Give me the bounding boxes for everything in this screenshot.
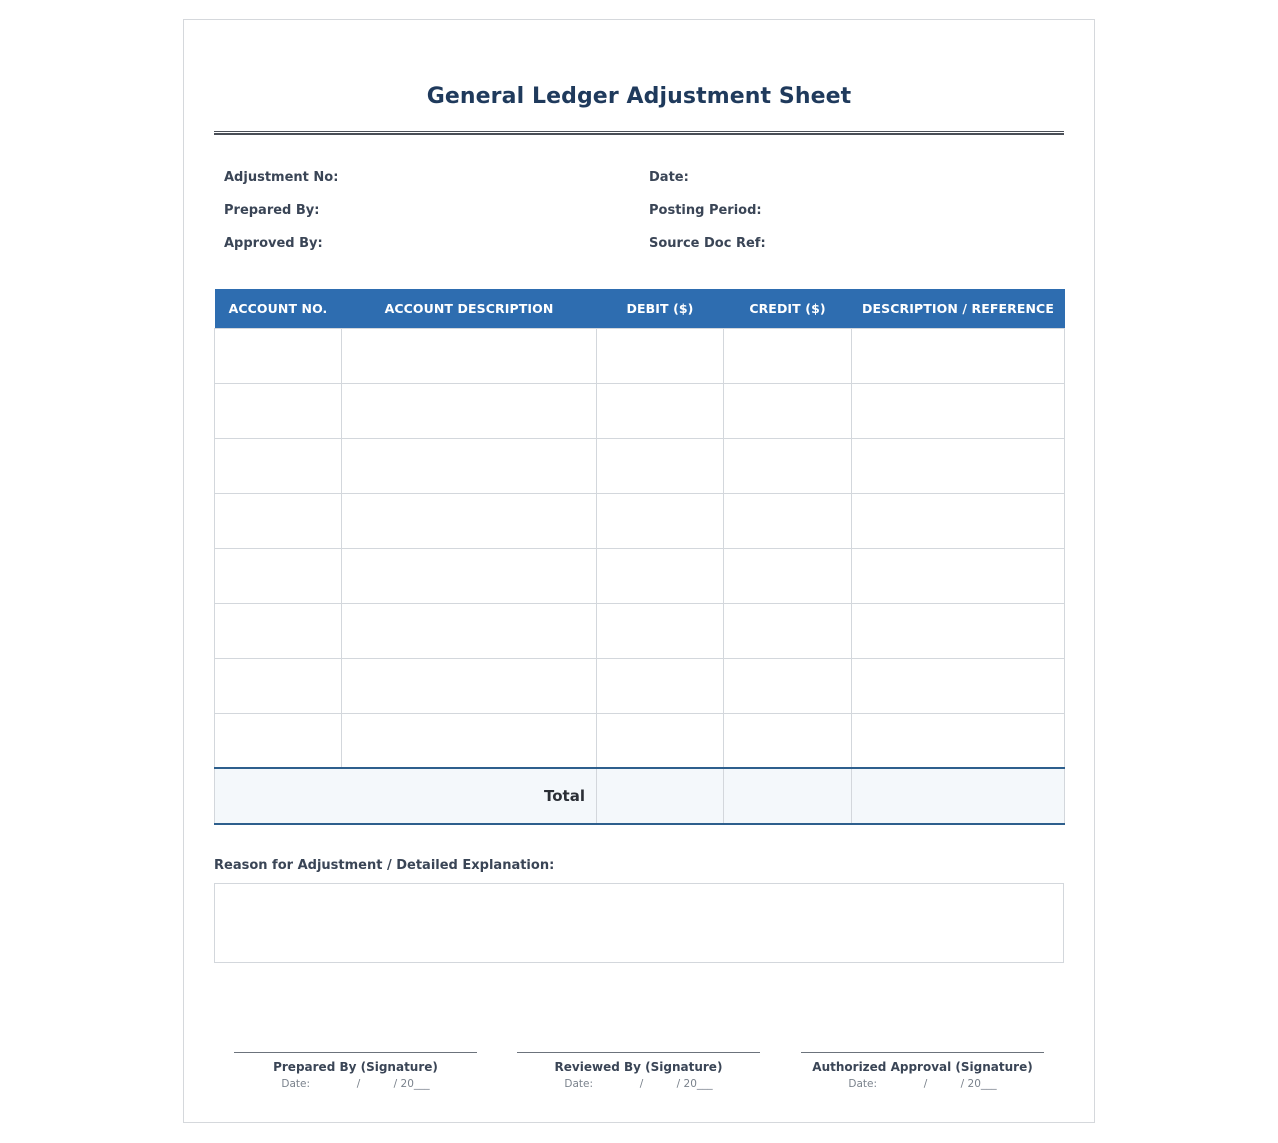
cell-account-description[interactable] <box>342 713 597 768</box>
cell-description-reference[interactable] <box>852 658 1065 713</box>
table-row <box>215 438 1065 493</box>
table-row <box>215 658 1065 713</box>
cell-credit[interactable] <box>724 493 852 548</box>
total-label: Total <box>215 768 597 824</box>
cell-credit[interactable] <box>724 603 852 658</box>
total-reference-cell[interactable] <box>852 768 1065 824</box>
cell-account-description[interactable] <box>342 438 597 493</box>
signature-label: Reviewed By (Signature) <box>554 1060 723 1074</box>
ledger-table <box>214 289 1065 825</box>
total-row <box>215 768 1065 824</box>
meta-right-column <box>649 170 766 269</box>
signature-date-line: Date: / / 20___ <box>564 1078 713 1090</box>
table-row <box>215 548 1065 603</box>
cell-account-description[interactable] <box>342 383 597 438</box>
signature-date-line: Date: / / 20___ <box>848 1078 997 1090</box>
cell-debit[interactable] <box>597 493 724 548</box>
table-row <box>215 328 1065 383</box>
source-doc-ref-label: Source Doc Ref: <box>649 236 766 251</box>
signature-authorized-approval <box>801 1052 1044 1090</box>
date-label: Date: <box>649 170 689 185</box>
cell-credit[interactable] <box>724 383 852 438</box>
cell-account-description[interactable] <box>342 548 597 603</box>
adjustment-no-label: Adjustment No: <box>224 170 339 185</box>
title-divider <box>214 131 1064 135</box>
cell-account-no[interactable] <box>215 438 342 493</box>
cell-account-description[interactable] <box>342 328 597 383</box>
posting-period-label: Posting Period: <box>649 203 762 218</box>
cell-description-reference[interactable] <box>852 548 1065 603</box>
cell-credit[interactable] <box>724 438 852 493</box>
cell-description-reference[interactable] <box>852 713 1065 768</box>
cell-credit[interactable] <box>724 658 852 713</box>
cell-account-no[interactable] <box>215 493 342 548</box>
cell-debit[interactable] <box>597 548 724 603</box>
prepared-by-label: Prepared By: <box>224 203 320 218</box>
cell-account-description[interactable] <box>342 603 597 658</box>
total-debit-cell[interactable] <box>597 768 724 824</box>
cell-description-reference[interactable] <box>852 438 1065 493</box>
col-header-debit: DEBIT ($) <box>597 289 724 328</box>
table-header-row <box>215 289 1065 328</box>
signature-date-line: Date: / / 20___ <box>281 1078 430 1090</box>
total-credit-cell[interactable] <box>724 768 852 824</box>
table-row <box>215 603 1065 658</box>
col-header-account-description: ACCOUNT DESCRIPTION <box>342 289 597 328</box>
col-header-description-reference: DESCRIPTION / REFERENCE <box>852 289 1065 328</box>
cell-debit[interactable] <box>597 438 724 493</box>
cell-account-no[interactable] <box>215 383 342 438</box>
signature-prepared-by <box>234 1052 477 1090</box>
table-row <box>215 713 1065 768</box>
cell-description-reference[interactable] <box>852 328 1065 383</box>
cell-account-description[interactable] <box>342 658 597 713</box>
cell-description-reference[interactable] <box>852 603 1065 658</box>
page-title: General Ledger Adjustment Sheet <box>426 84 852 109</box>
document-sheet <box>183 19 1095 1123</box>
signature-line[interactable] <box>234 1052 477 1053</box>
cell-account-no[interactable] <box>215 713 342 768</box>
cell-debit[interactable] <box>597 383 724 438</box>
meta-left-column <box>224 170 338 269</box>
signature-label: Prepared By (Signature) <box>273 1060 438 1074</box>
cell-account-description[interactable] <box>342 493 597 548</box>
cell-debit[interactable] <box>597 713 724 768</box>
cell-credit[interactable] <box>724 548 852 603</box>
table-row <box>215 493 1065 548</box>
reason-textbox[interactable] <box>214 883 1064 963</box>
signature-reviewed-by <box>517 1052 760 1090</box>
reason-label: Reason for Adjustment / Detailed Explanation: <box>214 858 555 873</box>
cell-credit[interactable] <box>724 328 852 383</box>
col-header-account-no: ACCOUNT NO. <box>215 289 342 328</box>
col-header-credit: CREDIT ($) <box>724 289 852 328</box>
cell-description-reference[interactable] <box>852 493 1065 548</box>
table-row <box>215 383 1065 438</box>
cell-account-no[interactable] <box>215 658 342 713</box>
cell-debit[interactable] <box>597 658 724 713</box>
approved-by-label: Approved By: <box>224 236 323 251</box>
signature-line[interactable] <box>801 1052 1044 1053</box>
cell-credit[interactable] <box>724 713 852 768</box>
cell-account-no[interactable] <box>215 548 342 603</box>
cell-account-no[interactable] <box>215 603 342 658</box>
cell-account-no[interactable] <box>215 328 342 383</box>
signature-line[interactable] <box>517 1052 760 1053</box>
cell-description-reference[interactable] <box>852 383 1065 438</box>
signature-label: Authorized Approval (Signature) <box>812 1060 1033 1074</box>
cell-debit[interactable] <box>597 328 724 383</box>
cell-debit[interactable] <box>597 603 724 658</box>
